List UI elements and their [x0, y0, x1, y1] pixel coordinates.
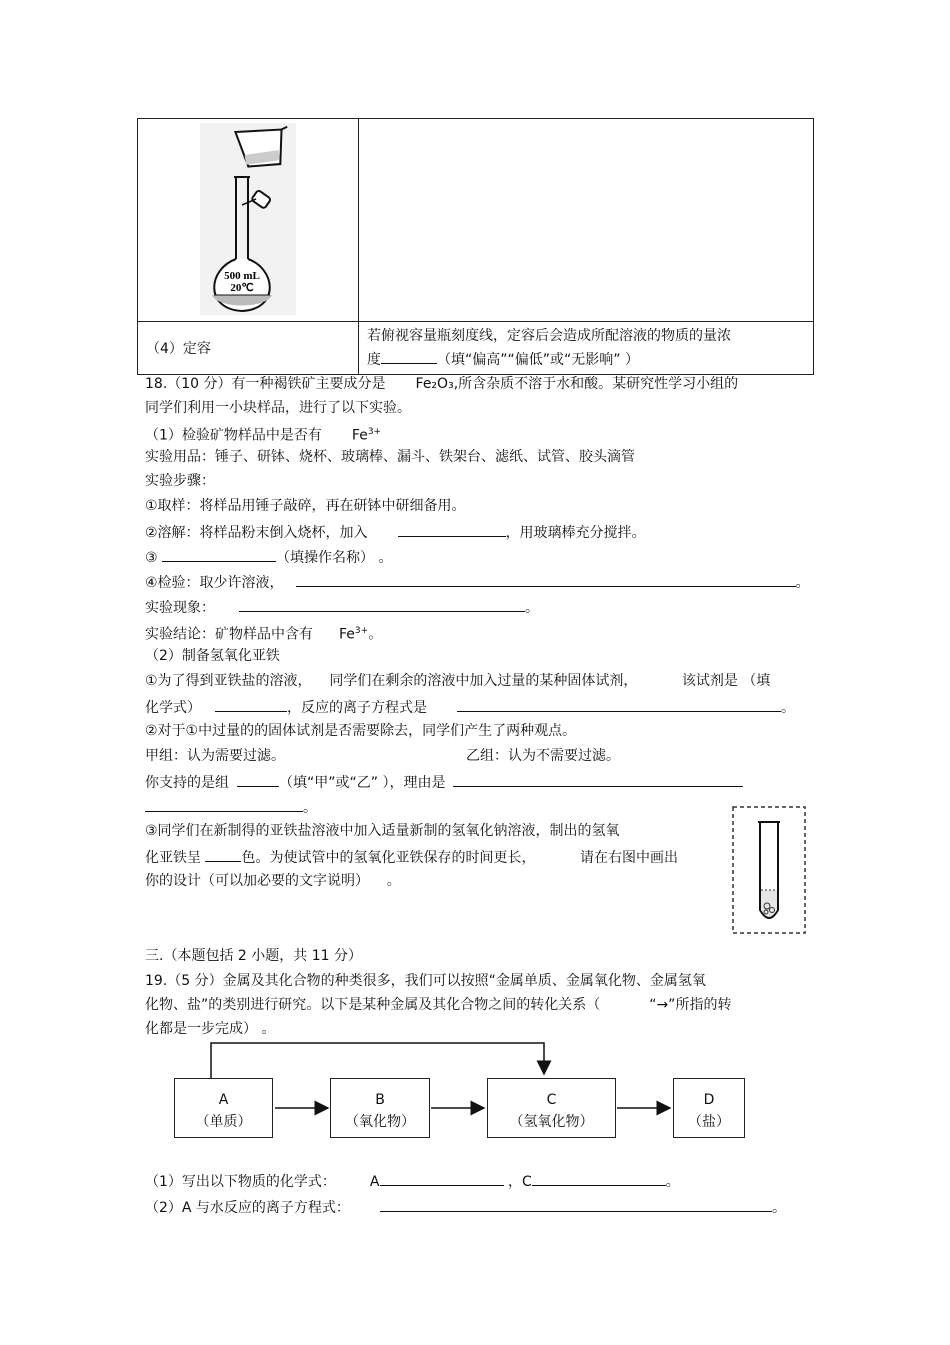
- answer-blank[interactable]: [381, 349, 437, 364]
- q18-phenomenon: 实验现象： 。: [145, 597, 539, 617]
- q19-line1: 19.（5 分）金属及其化合物的种类很多，我们可以按照“金属单质、金属氧化物、金属氢氧: [145, 973, 706, 989]
- box-a: A （单质）: [174, 1078, 273, 1138]
- q19-line2: 化物、盐”的类别进行研究。以下是某种金属及其化合物之间的转化关系（ “→”所指的转: [145, 997, 732, 1013]
- answer-blank[interactable]: [237, 772, 279, 787]
- answer-blank[interactable]: [532, 1171, 666, 1186]
- answer-blank[interactable]: [380, 1197, 772, 1212]
- flask-figure-cell: [138, 119, 359, 322]
- answer-blank[interactable]: [205, 847, 241, 862]
- flask-temp-label: 20℃: [230, 282, 254, 294]
- answer-blank[interactable]: [457, 697, 781, 712]
- answer-blank[interactable]: [239, 597, 525, 612]
- q18-p2-3-line2: 化亚铁呈 色。为使试管中的氢氧化亚铁保存的时间更长， 请在右图中画出: [145, 847, 678, 867]
- q18-p2-2-line1: ②对于①中过量的的固体试剂是否需要除去，同学们产生了两种观点。: [145, 723, 577, 739]
- q18-steps-label: 实验步骤：: [145, 473, 215, 489]
- q18-group-a: 甲组：认为需要过滤。: [145, 748, 285, 764]
- q18-intro: 同学们利用一小块样品，进行了以下实验。: [145, 400, 411, 416]
- q18-support: 你支持的是组 （填“甲”或“乙” ），理由是: [145, 772, 743, 792]
- answer-blank[interactable]: [398, 522, 506, 537]
- q18-step1: ①取样：将样品用锤子敲碎，再在研钵中研细备用。: [145, 498, 466, 514]
- box-d: D （盐）: [673, 1078, 745, 1138]
- q19-q1: （1）写出以下物质的化学式： A ，C 。: [145, 1171, 680, 1191]
- answer-blank[interactable]: [380, 1171, 504, 1186]
- q19-line3: 化都是一步完成） 。: [145, 1021, 276, 1037]
- empty-cell: [359, 119, 814, 322]
- q18-materials: 实验用品：锤子、研钵、烧杯、玻璃棒、漏斗、铁架台、滤纸、试管、胶头滴管: [145, 449, 635, 465]
- answer-blank[interactable]: [215, 697, 287, 712]
- q18-step2: ②溶解：将样品粉末倒入烧杯，加入 ，用玻璃棒充分搅拌。: [145, 522, 646, 542]
- box-b: B （氧化物）: [330, 1078, 430, 1138]
- answer-blank[interactable]: [145, 797, 303, 812]
- q18-step3: ③ （填操作名称） 。: [145, 547, 392, 567]
- test-tube-figure[interactable]: [732, 806, 806, 934]
- arrow-a-to-c: [211, 1043, 544, 1078]
- effect-text-line1: 若俯视容量瓶刻度线，定容后会造成所配溶液的物质的量浓: [367, 328, 731, 344]
- q18-group-b: 乙组：认为不需要过滤。: [466, 748, 620, 764]
- answer-blank[interactable]: [162, 547, 276, 562]
- effect-text-line2: 度 （填“偏高”“偏低”或“无影响” ）: [367, 348, 805, 372]
- section3-heading: 三.（本题包括 2 小题，共 11 分）: [145, 948, 362, 964]
- step-cell: [138, 322, 359, 375]
- q18-p2-3-line3: 你的设计（可以加必要的文字说明） 。: [145, 873, 401, 889]
- volumetric-flask-figure: [138, 119, 358, 317]
- q18-part2-heading: （2）制备氢氧化亚铁: [145, 648, 280, 664]
- q19-q2: （2）A 与水反应的离子方程式： 。: [145, 1197, 786, 1217]
- q18-p2-1-line1: ①为了得到亚铁盐的溶液， 同学们在剩余的溶液中加入过量的某种固体试剂， 该试剂是 （填: [145, 673, 771, 689]
- experiment-table: [137, 118, 814, 375]
- q18-p2-1-line2: 化学式） ，反应的离子方程式是 。: [145, 697, 795, 717]
- answer-blank[interactable]: [296, 572, 796, 587]
- q18-support-cont: 。: [145, 797, 317, 817]
- flask-volume-label: 500 mL: [224, 270, 260, 282]
- q18-title: 18.（10 分）有一种褐铁矿主要成分是 Fe₂O₃,所含杂质不溶于水和酸。某研究性学习小组的: [145, 376, 739, 392]
- q18-conclusion: 实验结论：矿物样品中含有 $Fe^{3+}$。: [145, 626, 383, 643]
- q18-p2-3-line1: ③同学们在新制得的亚铁盐溶液中加入适量新制的氢氧化钠溶液，制出的氢氧: [145, 823, 620, 839]
- effect-cell: [359, 322, 814, 375]
- q18-step4: ④检验：取少许溶液， 。: [145, 572, 810, 592]
- answer-blank[interactable]: [453, 772, 743, 787]
- step-label: （4）定容: [146, 341, 211, 357]
- box-c: C （氢氧化物）: [487, 1078, 616, 1138]
- q18-part1-heading: （1）检验矿物样品中是否有 $Fe^{3+}$: [145, 427, 382, 444]
